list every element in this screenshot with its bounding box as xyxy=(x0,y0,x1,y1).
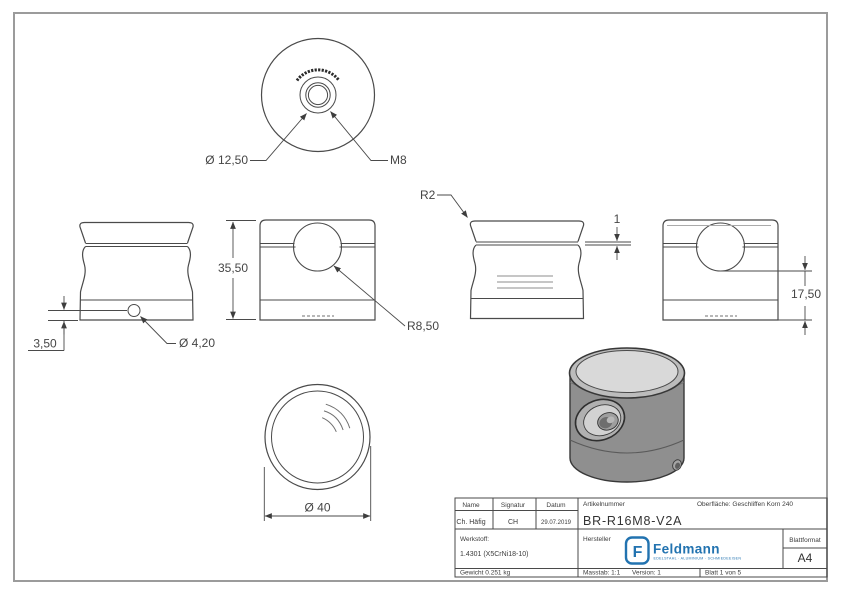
body-outline xyxy=(260,243,375,320)
dim-dia-12-50: Ø 12,50 xyxy=(205,153,248,167)
header-hersteller: Hersteller xyxy=(583,536,611,543)
ext-lines xyxy=(585,242,631,245)
feldmann-logo xyxy=(626,538,741,564)
dim-r8-50: R8,50 xyxy=(407,319,440,333)
value-name: Ch. Häfig xyxy=(456,519,486,526)
cross-hole xyxy=(697,223,745,271)
header-datum: Datum xyxy=(546,502,566,509)
logo-tagline: EDELSTAHL · ALUMINIUM · SCHMIEDEEISEN xyxy=(653,556,742,561)
groove-lines xyxy=(86,244,188,247)
side-view xyxy=(470,221,583,319)
logo-name: Feldmann xyxy=(653,541,720,557)
dim-35-50: 35,50 xyxy=(217,261,249,275)
cross-hole xyxy=(294,223,342,271)
header-blattformat: Blattformat xyxy=(789,537,821,544)
value-signatur: CH xyxy=(507,519,519,526)
bottom-view xyxy=(265,385,370,490)
side-hole xyxy=(128,305,140,317)
section-view xyxy=(260,220,375,320)
leader-r2 xyxy=(437,195,468,218)
leader-r85 xyxy=(334,266,405,326)
front-view xyxy=(80,223,193,321)
iso-top-face xyxy=(576,351,678,393)
iso-view xyxy=(570,348,685,482)
dim-dia-4-20: Ø 4,20 xyxy=(179,336,216,350)
outer-circle xyxy=(265,385,370,490)
engraving-lines xyxy=(497,276,553,288)
engraving-arcs xyxy=(322,404,350,432)
engraving-arc xyxy=(297,70,339,81)
value-werkstoff: 1.4301 (X5CrNi18-10) xyxy=(460,551,529,558)
inner-circle xyxy=(272,391,364,483)
groove-lines xyxy=(476,242,578,245)
leader-m8 xyxy=(331,112,389,161)
page-border xyxy=(14,13,827,581)
dim-m8: M8 xyxy=(390,153,407,167)
leader-dia12 xyxy=(250,114,307,161)
header-artikelnummer: Artikelnummer xyxy=(583,501,625,508)
value-datum: 29.07.2019 xyxy=(540,520,572,526)
value-artikelnummer: BR-R16M8-V2A xyxy=(583,514,683,528)
hole-circle xyxy=(308,85,327,104)
top-view xyxy=(262,39,375,152)
dim-dia-40: Ø 40 xyxy=(304,500,331,515)
outer-circle xyxy=(262,39,375,152)
header-name: Name xyxy=(462,502,480,509)
dim-r2: R2 xyxy=(420,188,436,202)
side-view-dims xyxy=(437,195,631,260)
right-view xyxy=(663,220,778,320)
dim-groove-1: 1 xyxy=(613,212,621,226)
masstab-text: Masstab: 1:1 xyxy=(583,569,621,577)
version-text: Version: 1 xyxy=(632,569,661,577)
logo-letter: F xyxy=(632,544,643,561)
dim-3-50: 3,50 xyxy=(33,336,57,351)
body-outline xyxy=(80,247,193,321)
section-view-dims xyxy=(226,221,405,327)
value-blattformat: A4 xyxy=(797,551,813,565)
top-view-dims xyxy=(250,112,388,161)
body-outline xyxy=(663,243,778,320)
header-signatur: Signatur xyxy=(500,502,526,509)
gewicht-text: Gewicht 0.251 kg xyxy=(460,569,511,577)
blatt-text: Blatt 1 von 5 xyxy=(705,569,742,577)
header-werkstoff: Werkstoff: xyxy=(460,536,490,543)
oberflaeche-text: Oberfläche: Geschliffen Korn 240 xyxy=(697,501,793,508)
dim-17-50: 17,50 xyxy=(790,287,822,301)
thread-circle xyxy=(306,83,330,107)
cap-outline xyxy=(80,223,193,244)
cap-outline xyxy=(470,221,583,242)
